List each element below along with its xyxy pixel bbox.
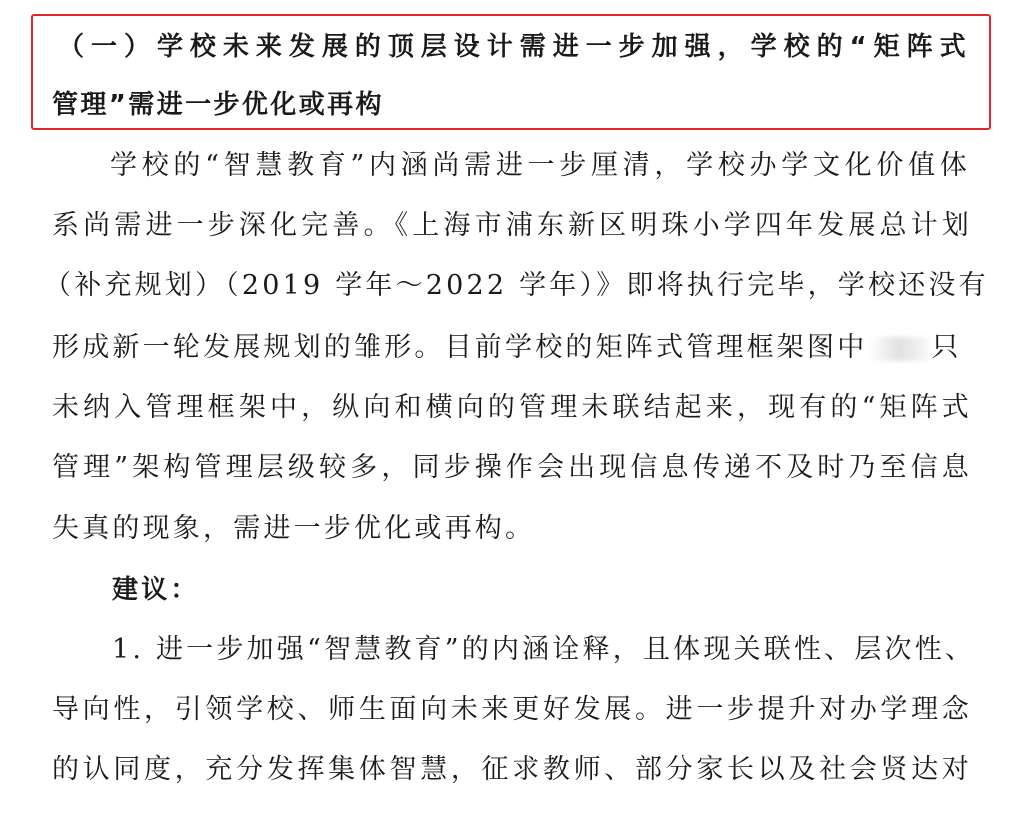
- paragraph-1-line-2: 系尚需进一步深化完善。《上海市浦东新区明珠小学四年发展总计划: [52, 210, 972, 241]
- section-heading-line-2: 管理”需进一步优化或再构: [52, 90, 384, 120]
- paragraph-1-line-1: 学校的“智慧教育”内涵尚需进一步厘清，学校办学文化价值体: [110, 150, 970, 181]
- paragraph-1-line-4: [52, 330, 972, 366]
- paragraph-2-line-2: 导向性，引领学校、师生面向未来更好发展。进一步提升对办学理念: [52, 694, 972, 725]
- paragraph-2-line-3: 的认同度，充分发挥集体智慧，征求教师、部分家长以及社会贤达对: [52, 754, 972, 785]
- paragraph-1-line-7: 失真的现象，需进一步优化或再构。: [52, 513, 536, 544]
- paragraph-1-line-3: （补充规划）（2019 学年～2022 学年）》即将执行完毕，学校还没有: [44, 270, 989, 301]
- redacted-region: [869, 337, 929, 361]
- paragraph-1-line-4-text: 形成新一轮发展规划的雏形。目前学校的矩阵式管理框架图中: [52, 332, 868, 363]
- section-heading-line-1: （一）学校未来发展的顶层设计需进一步加强，学校的“矩阵式: [58, 32, 968, 62]
- paragraph-2-line-1: 1. 进一步加强“智慧教育”的内涵诠释，且体现关联性、层次性、: [112, 634, 976, 665]
- paragraph-1-line-5: 未纳入管理框架中，纵向和横向的管理未联结起来，现有的“矩阵式: [52, 392, 972, 423]
- paragraph-1-line-4-end: 只: [931, 332, 962, 363]
- suggestion-label: 建议：: [112, 575, 200, 605]
- paragraph-1-line-6: 管理”架构管理层级较多，同步操作会出现信息传递不及时乃至信息: [52, 452, 972, 483]
